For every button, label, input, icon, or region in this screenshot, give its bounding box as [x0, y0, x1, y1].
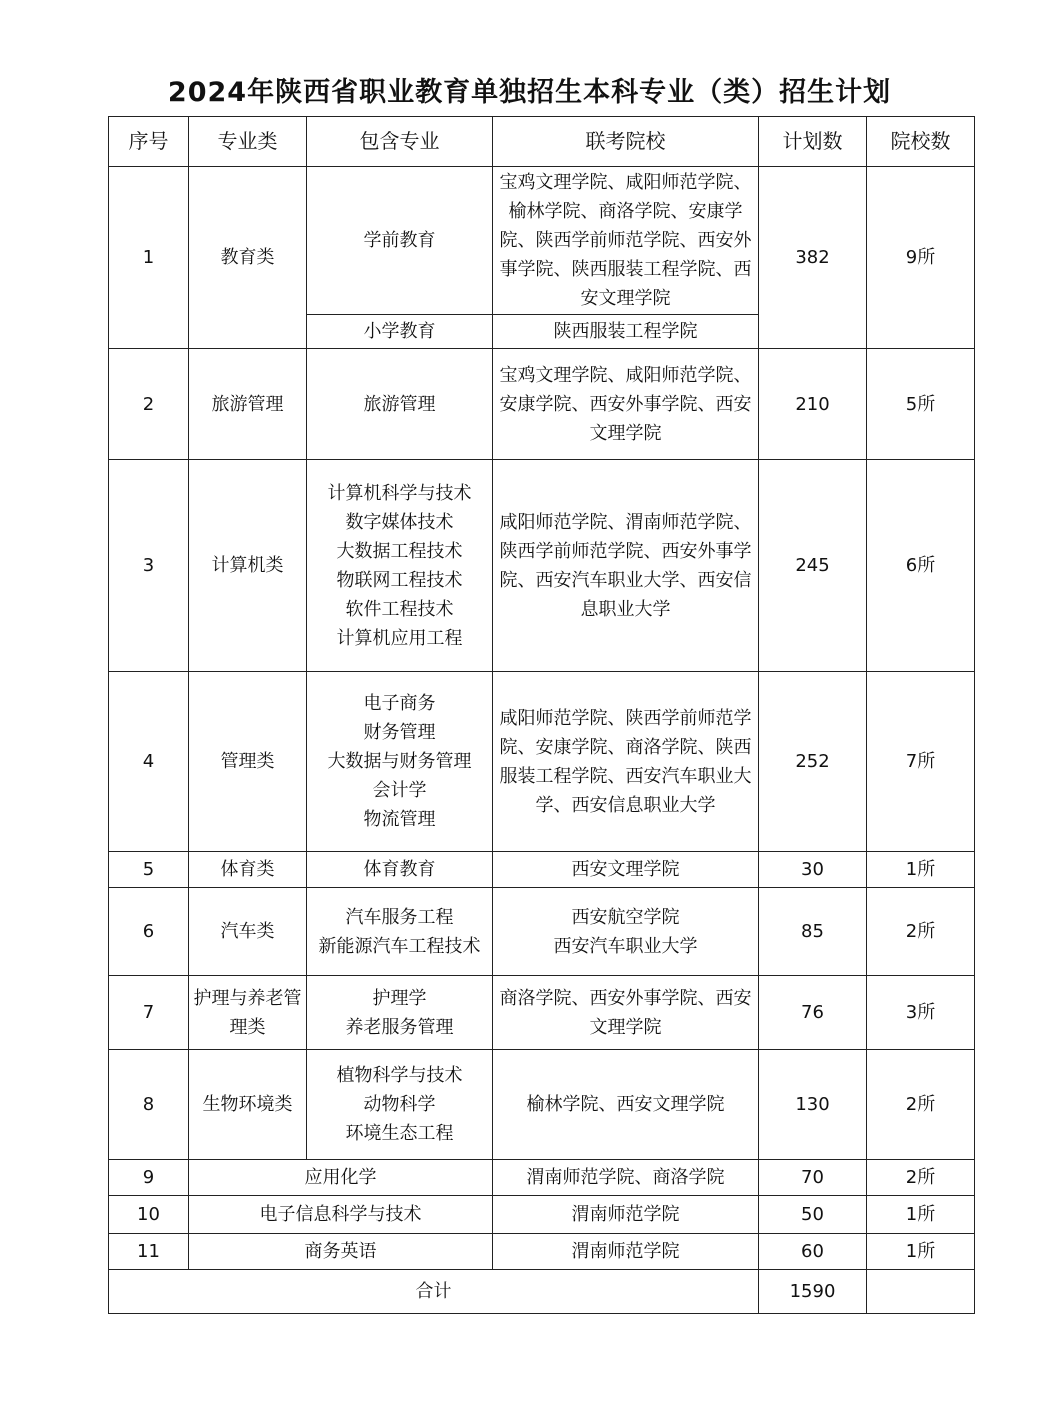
cell-schools: 渭南师范学院	[493, 1196, 759, 1234]
cell-school-count: 7所	[867, 672, 975, 852]
cell-majors	[307, 167, 493, 315]
major-name: 财务管理	[363, 722, 436, 743]
cell-school-count: 9所	[867, 167, 975, 349]
table-row	[109, 460, 975, 672]
major-name: 软件工程技术	[345, 598, 454, 620]
total-plan: 1590	[759, 1270, 867, 1314]
cell-school-count: 5所	[867, 349, 975, 460]
cell-category: 旅游管理	[189, 349, 307, 460]
table-row	[109, 976, 975, 1050]
cell-no: 10	[109, 1196, 189, 1234]
cell-plan: 382	[759, 167, 867, 349]
table-row	[109, 1160, 975, 1196]
cell-plan: 50	[759, 1196, 867, 1234]
table-row	[109, 888, 975, 976]
cell-category: 计算机类	[189, 460, 307, 672]
table-row	[109, 349, 975, 460]
major-name: 计算机应用工程	[336, 627, 463, 649]
cell-no: 11	[109, 1234, 189, 1270]
cell-category: 体育类	[189, 852, 307, 888]
cell-plan: 70	[759, 1160, 867, 1196]
major-name: 物流管理	[363, 809, 436, 830]
major-name: 植物科学与技术	[336, 1065, 463, 1086]
cell-plan: 210	[759, 349, 867, 460]
cell-plan: 130	[759, 1050, 867, 1160]
cell-plan: 30	[759, 852, 867, 888]
cell-category: 管理类	[189, 672, 307, 852]
cell-majors	[307, 315, 493, 349]
cell-schools: 榆林学院、西安文理学院	[493, 1050, 759, 1160]
cell-plan: 245	[759, 460, 867, 672]
cell-no: 1	[109, 167, 189, 349]
table-row	[109, 1234, 975, 1270]
header-school-count: 院校数	[867, 117, 975, 167]
header-majors: 包含专业	[307, 117, 493, 167]
cell-schools: 陕西服装工程学院	[493, 315, 759, 349]
enrollment-plan-table	[108, 116, 975, 1314]
major-name: 物联网工程技术	[336, 569, 463, 591]
cell-plan: 76	[759, 976, 867, 1050]
cell-category-major: 商务英语	[189, 1234, 493, 1270]
cell-schools: 宝鸡文理学院、咸阳师范学院、安康学院、西安外事学院、西安文理学院	[493, 349, 759, 460]
header-no: 序号	[109, 117, 189, 167]
total-row	[109, 1270, 975, 1314]
major-name: 旅游管理	[363, 393, 436, 415]
header-category: 专业类	[189, 117, 307, 167]
major-name: 汽车服务工程	[345, 906, 454, 928]
major-name: 大数据工程技术	[336, 540, 463, 562]
major-name: 环境生态工程	[345, 1123, 454, 1144]
cell-school-count: 2所	[867, 1160, 975, 1196]
cell-majors	[307, 460, 493, 672]
header-schools: 联考院校	[493, 117, 759, 167]
major-name: 体育教育	[363, 859, 436, 880]
table-row	[109, 1050, 975, 1160]
major-name: 大数据与财务管理	[327, 751, 472, 772]
cell-category: 护理与养老管理类	[189, 976, 307, 1050]
total-label: 合计	[109, 1270, 759, 1314]
major-name: 电子商务	[363, 693, 436, 714]
cell-schools: 渭南师范学院	[493, 1234, 759, 1270]
cell-schools: 西安文理学院	[493, 852, 759, 888]
cell-no: 6	[109, 888, 189, 976]
major-name: 新能源汽车工程技术	[318, 935, 481, 957]
table-row	[109, 167, 975, 315]
cell-majors	[307, 888, 493, 976]
cell-majors	[307, 852, 493, 888]
cell-no: 3	[109, 460, 189, 672]
cell-category: 教育类	[189, 167, 307, 349]
cell-majors	[307, 672, 493, 852]
total-school-count	[867, 1270, 975, 1314]
header-plan: 计划数	[759, 117, 867, 167]
table-row	[109, 1196, 975, 1234]
cell-school-count: 2所	[867, 888, 975, 976]
cell-no: 4	[109, 672, 189, 852]
table-row	[109, 852, 975, 888]
cell-schools: 商洛学院、西安外事学院、西安文理学院	[493, 976, 759, 1050]
major-name: 养老服务管理	[345, 1016, 454, 1038]
cell-school-count: 2所	[867, 1050, 975, 1160]
cell-plan: 252	[759, 672, 867, 852]
cell-schools: 咸阳师范学院、陕西学前师范学院、安康学院、商洛学院、陕西服装工程学院、西安汽车职业大学、西安信息职业大学	[493, 672, 759, 852]
cell-no: 2	[109, 349, 189, 460]
cell-schools: 宝鸡文理学院、咸阳师范学院、榆林学院、商洛学院、安康学院、陕西学前师范学院、西安外事学院、陕西服装工程学院、西安文理学院	[493, 167, 759, 315]
major-name: 护理学	[372, 987, 427, 1009]
major-name: 计算机科学与技术	[327, 482, 472, 504]
page-title: 2024年陕西省职业教育单独招生本科专业（类）招生计划	[167, 77, 892, 108]
cell-no: 7	[109, 976, 189, 1050]
cell-no: 9	[109, 1160, 189, 1196]
major-name: 小学教育	[363, 321, 436, 342]
cell-school-count: 6所	[867, 460, 975, 672]
cell-category-major: 电子信息科学与技术	[189, 1196, 493, 1234]
cell-majors	[307, 1050, 493, 1160]
table-header-row	[109, 117, 975, 167]
cell-majors	[307, 976, 493, 1050]
major-name: 动物科学	[363, 1094, 436, 1115]
school-name: 西安汽车职业大学	[553, 935, 698, 957]
cell-category: 汽车类	[189, 888, 307, 976]
table-row	[109, 672, 975, 852]
cell-plan: 60	[759, 1234, 867, 1270]
cell-category-major: 应用化学	[189, 1160, 493, 1196]
cell-school-count: 3所	[867, 976, 975, 1050]
cell-majors	[307, 349, 493, 460]
cell-category: 生物环境类	[189, 1050, 307, 1160]
school-name: 西安航空学院	[571, 906, 680, 928]
cell-schools: 咸阳师范学院、渭南师范学院、陕西学前师范学院、西安外事学院、西安汽车职业大学、西安信息职业大学	[493, 460, 759, 672]
cell-schools	[493, 888, 759, 976]
major-name: 学前教育	[363, 230, 436, 251]
major-name: 数字媒体技术	[345, 511, 454, 533]
major-name: 会计学	[372, 780, 427, 801]
cell-schools: 渭南师范学院、商洛学院	[493, 1160, 759, 1196]
cell-school-count: 1所	[867, 852, 975, 888]
cell-school-count: 1所	[867, 1234, 975, 1270]
cell-plan: 85	[759, 888, 867, 976]
cell-no: 8	[109, 1050, 189, 1160]
cell-school-count: 1所	[867, 1196, 975, 1234]
cell-no: 5	[109, 852, 189, 888]
